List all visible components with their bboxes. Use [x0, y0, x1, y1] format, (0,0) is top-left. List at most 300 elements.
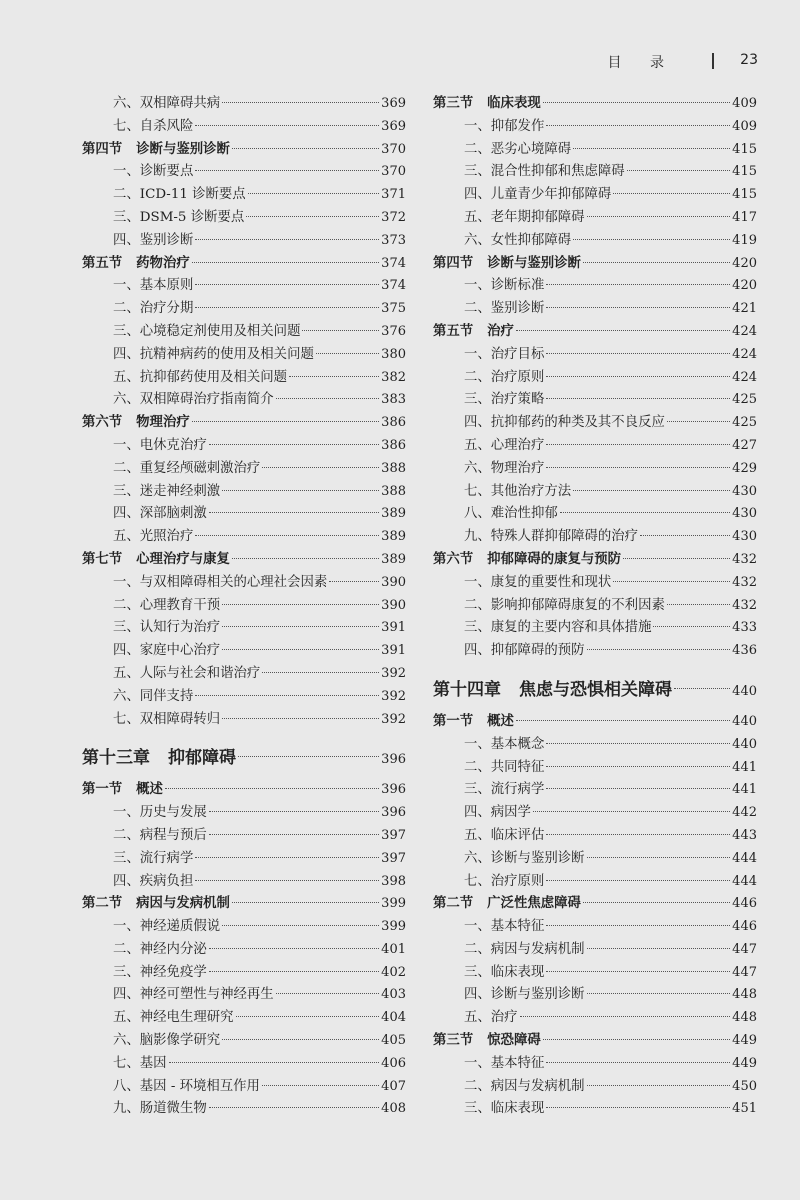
page-number: 23	[740, 52, 758, 68]
dot-leader	[209, 948, 379, 949]
entry-title: 五、临床评估	[464, 827, 545, 843]
dot-leader	[316, 353, 379, 354]
page-ref: 389	[381, 529, 406, 545]
page-ref: 440	[732, 683, 757, 699]
page-ref: 429	[732, 460, 757, 476]
page-ref: 396	[381, 782, 406, 798]
dot-leader	[546, 1107, 730, 1108]
section-title: 概述	[487, 713, 514, 729]
toc-item-entry[interactable]	[82, 595, 406, 618]
toc-item-entry[interactable]	[433, 871, 757, 894]
toc-item-entry[interactable]	[433, 503, 757, 526]
section-number: 第一节	[82, 782, 123, 798]
page-ref: 433	[732, 620, 757, 636]
page-ref: 421	[732, 301, 757, 317]
dot-leader	[195, 857, 379, 858]
toc-section-entry[interactable]	[433, 321, 757, 344]
dot-leader	[546, 925, 730, 926]
toc-item-entry[interactable]	[82, 686, 406, 709]
entry-title: 二、共同特征	[464, 759, 545, 775]
dot-leader	[289, 376, 379, 377]
page-ref: 409	[732, 118, 757, 134]
page-ref: 444	[732, 873, 757, 889]
page-ref: 451	[732, 1101, 757, 1117]
section-title: 抑郁障碍的康复与预防	[487, 551, 622, 567]
section-title: 治疗	[487, 323, 514, 339]
entry-title: 二、恶劣心境障碍	[464, 141, 572, 157]
entry-title: 四、鉴别诊断	[113, 232, 194, 248]
page-ref: 444	[732, 850, 757, 866]
toc-item-entry[interactable]	[82, 572, 406, 595]
entry-title	[433, 549, 621, 572]
entry-title	[433, 711, 514, 734]
toc-item-entry[interactable]	[82, 848, 406, 871]
dot-leader	[587, 216, 731, 217]
toc-item-entry[interactable]	[82, 435, 406, 458]
entry-title	[433, 321, 514, 344]
toc-item-entry[interactable]	[82, 275, 406, 298]
page-ref: 372	[381, 209, 406, 225]
page-ref: 392	[381, 688, 406, 704]
page-ref: 386	[381, 415, 406, 431]
toc-item-entry[interactable]	[433, 1098, 757, 1121]
section-title: 药物治疗	[136, 255, 190, 271]
toc-right-column	[433, 93, 757, 1121]
entry-title: 九、特殊人群抑郁障碍的治疗	[464, 529, 639, 545]
dot-leader	[583, 902, 730, 903]
chapter-number: 第十三章	[82, 748, 150, 769]
entry-title: 一、诊断标准	[464, 278, 545, 294]
chapter-title: 抑郁障碍	[168, 748, 236, 769]
dot-leader	[209, 834, 379, 835]
dot-leader	[546, 834, 730, 835]
dot-leader	[195, 880, 379, 881]
toc-section-entry[interactable]	[433, 1030, 757, 1053]
toc-item-entry[interactable]	[433, 139, 757, 162]
dot-leader	[543, 1039, 730, 1040]
toc-item-entry[interactable]	[433, 526, 757, 549]
entry-title: 三、心境稳定剂使用及相关问题	[113, 323, 301, 339]
entry-title: 三、治疗策略	[464, 392, 545, 408]
page-ref: 415	[732, 164, 757, 180]
entry-title: 七、双相障碍转归	[113, 711, 221, 727]
toc-item-entry[interactable]	[433, 640, 757, 663]
page-ref: 374	[381, 278, 406, 294]
toc-section-entry[interactable]	[82, 253, 406, 276]
toc-item-entry[interactable]	[433, 184, 757, 207]
entry-title: 六、双相障碍共病	[113, 96, 221, 111]
page-ref: 446	[732, 919, 757, 935]
entry-title: 一、治疗目标	[464, 346, 545, 362]
page-ref: 432	[732, 551, 757, 567]
section-number: 第五节	[82, 255, 123, 271]
section-number: 第四节	[82, 141, 123, 157]
toc-item-entry[interactable]	[82, 116, 406, 139]
toc-item-entry[interactable]	[433, 344, 757, 367]
page-ref: 407	[381, 1078, 406, 1094]
dot-leader	[667, 604, 730, 605]
section-number: 第二节	[433, 896, 474, 912]
entry-title: 三、流行病学	[464, 782, 545, 798]
dot-leader	[640, 535, 730, 536]
toc-item-entry[interactable]	[433, 1076, 757, 1099]
toc-item-entry[interactable]	[82, 389, 406, 412]
toc-item-entry[interactable]	[433, 161, 757, 184]
dot-leader	[195, 535, 379, 536]
entry-title: 四、病因学	[464, 805, 531, 821]
entry-title: 一、康复的重要性和现状	[464, 574, 612, 590]
page-ref: 399	[381, 896, 406, 912]
toc-chapter-entry[interactable]	[433, 673, 757, 707]
dot-leader	[520, 1016, 731, 1017]
dot-leader	[546, 788, 730, 789]
page-ref: 419	[732, 232, 757, 248]
toc-section-entry[interactable]	[82, 412, 406, 435]
toc-item-entry[interactable]	[433, 848, 757, 871]
page-ref: 450	[732, 1078, 757, 1094]
dot-leader	[209, 512, 379, 513]
toc-item-entry[interactable]	[433, 779, 757, 802]
toc-item-entry[interactable]	[82, 184, 406, 207]
page-ref: 447	[732, 941, 757, 957]
toc-item-entry[interactable]	[433, 916, 757, 939]
entry-title	[82, 253, 190, 276]
page-ref: 448	[732, 987, 757, 1003]
entry-title	[82, 779, 163, 802]
dot-leader	[222, 649, 379, 650]
dot-leader	[169, 1062, 380, 1063]
dot-leader	[516, 330, 730, 331]
entry-title: 四、抗抑郁药的种类及其不良反应	[464, 415, 665, 431]
dot-leader	[546, 353, 730, 354]
entry-title: 四、抑郁障碍的预防	[464, 643, 585, 659]
dot-leader	[516, 720, 730, 721]
toc-item-entry[interactable]	[82, 617, 406, 640]
section-title: 诊断与鉴别诊断	[136, 141, 230, 157]
page-ref: 391	[381, 620, 406, 636]
toc-left-column	[82, 93, 406, 1121]
toc-item-entry[interactable]	[82, 1053, 406, 1076]
entry-title: 一、与双相障碍相关的心理社会因素	[113, 574, 328, 590]
page-ref: 441	[732, 782, 757, 798]
entry-title: 二、治疗原则	[464, 369, 545, 385]
page-ref: 425	[732, 415, 757, 431]
entry-title: 三、混合性抑郁和焦虑障碍	[464, 164, 625, 180]
page-ref: 449	[732, 1033, 757, 1049]
entry-title: 四、诊断与鉴别诊断	[464, 987, 585, 1003]
page-ref: 427	[732, 437, 757, 453]
entry-title: 四、深部脑刺激	[113, 506, 207, 522]
section-title: 物理治疗	[136, 415, 190, 431]
dot-leader	[587, 948, 731, 949]
toc-item-entry[interactable]	[82, 93, 406, 116]
entry-title: 一、基本概念	[464, 736, 545, 752]
dot-leader	[165, 788, 379, 789]
toc-section-entry[interactable]	[82, 893, 406, 916]
section-number: 第六节	[82, 415, 123, 431]
section-title: 惊恐障碍	[487, 1033, 541, 1049]
entry-title: 五、人际与社会和谐治疗	[113, 665, 261, 681]
dot-leader	[195, 170, 379, 171]
toc-item-entry[interactable]	[82, 962, 406, 985]
toc-item-entry[interactable]	[82, 1030, 406, 1053]
toc-item-entry[interactable]	[82, 802, 406, 825]
dot-leader	[222, 626, 379, 627]
dot-leader	[546, 307, 730, 308]
entry-title: 二、治疗分期	[113, 301, 194, 317]
page-ref: 442	[732, 805, 757, 821]
entry-title: 五、抗抑郁药使用及相关问题	[113, 369, 288, 385]
page-ref: 373	[381, 232, 406, 248]
toc-item-entry[interactable]	[82, 161, 406, 184]
toc-item-entry[interactable]	[433, 734, 757, 757]
page-ref: 376	[381, 323, 406, 339]
entry-title: 一、电休克治疗	[113, 437, 207, 453]
section-title: 心理治疗与康复	[136, 551, 230, 567]
dot-leader	[543, 102, 730, 103]
entry-title	[433, 253, 581, 276]
toc-item-entry[interactable]	[433, 984, 757, 1007]
dot-leader	[195, 307, 379, 308]
toc-item-entry[interactable]	[82, 344, 406, 367]
dot-leader	[209, 1107, 379, 1108]
page-ref: 446	[732, 896, 757, 912]
toc-item-entry[interactable]	[433, 298, 757, 321]
entry-title: 二、神经内分泌	[113, 941, 207, 957]
page-ref: 449	[732, 1055, 757, 1071]
entry-title: 二、病程与预后	[113, 827, 207, 843]
section-title: 广泛性焦虑障碍	[487, 896, 581, 912]
toc-item-entry[interactable]	[82, 1098, 406, 1121]
dot-leader	[546, 444, 730, 445]
page-ref: 383	[381, 392, 406, 408]
entry-title: 七、治疗原则	[464, 873, 545, 889]
page-ref: 415	[732, 187, 757, 203]
toc-item-entry[interactable]	[433, 939, 757, 962]
section-title: 病因与发病机制	[136, 896, 230, 912]
entry-title	[82, 139, 230, 162]
dot-leader	[195, 239, 379, 240]
page-ref: 370	[381, 164, 406, 180]
toc-section-entry[interactable]	[433, 93, 757, 116]
dot-leader	[262, 1085, 379, 1086]
dot-leader	[209, 444, 379, 445]
dot-leader	[262, 672, 379, 673]
toc-item-entry[interactable]	[433, 802, 757, 825]
dot-leader	[222, 1039, 379, 1040]
toc-item-entry[interactable]	[433, 595, 757, 618]
toc-item-entry[interactable]	[82, 709, 406, 732]
entry-title: 二、影响抑郁障碍康复的不利因素	[464, 597, 665, 613]
toc-item-entry[interactable]	[433, 116, 757, 139]
dot-leader	[222, 925, 379, 926]
toc-item-entry[interactable]	[433, 207, 757, 230]
dot-leader	[546, 125, 730, 126]
page-ref: 424	[732, 323, 757, 339]
toc-item-entry[interactable]	[433, 1007, 757, 1030]
dot-leader	[302, 330, 379, 331]
page-ref: 369	[381, 118, 406, 134]
toc-section-entry[interactable]	[433, 253, 757, 276]
chapter-number: 第十四章	[433, 679, 501, 700]
entry-title: 四、疾病负担	[113, 873, 194, 889]
entry-title: 七、自杀风险	[113, 118, 194, 134]
entry-title: 六、物理治疗	[464, 460, 545, 476]
dot-leader	[546, 284, 730, 285]
toc-section-entry[interactable]	[82, 779, 406, 802]
page-ref: 392	[381, 665, 406, 681]
page-ref: 430	[732, 529, 757, 545]
toc-item-entry[interactable]	[82, 321, 406, 344]
header-divider	[712, 53, 714, 69]
page-ref: 424	[732, 346, 757, 362]
entry-title: 一、基本特征	[464, 1055, 545, 1071]
dot-leader	[653, 626, 730, 627]
dot-leader	[329, 581, 379, 582]
dot-leader	[587, 1085, 731, 1086]
entry-title: 五、光照治疗	[113, 529, 194, 545]
entry-title: 一、历史与发展	[113, 805, 207, 821]
entry-title: 二、重复经颅磁刺激治疗	[113, 460, 261, 476]
toc-item-entry[interactable]	[433, 435, 757, 458]
section-number: 第四节	[433, 255, 474, 271]
section-number: 第五节	[433, 323, 474, 339]
entry-title: 三、康复的主要内容和具体措施	[464, 620, 652, 636]
entry-title: 八、基因 - 环境相互作用	[113, 1078, 260, 1094]
dot-leader	[613, 193, 730, 194]
page-ref: 432	[732, 574, 757, 590]
toc-section-entry[interactable]	[433, 711, 757, 734]
toc-item-entry[interactable]	[82, 458, 406, 481]
page-ref: 388	[381, 483, 406, 499]
entry-title	[82, 741, 236, 775]
toc-item-entry[interactable]	[433, 962, 757, 985]
page-header	[0, 52, 758, 72]
toc-item-entry[interactable]	[82, 984, 406, 1007]
entry-title: 七、基因	[113, 1055, 167, 1071]
toc-item-entry[interactable]	[82, 207, 406, 230]
toc-item-entry[interactable]	[433, 1053, 757, 1076]
dot-leader	[232, 902, 379, 903]
page-ref: 399	[381, 919, 406, 935]
toc-section-entry[interactable]	[433, 893, 757, 916]
dot-leader	[236, 1016, 380, 1017]
toc-item-entry[interactable]	[82, 871, 406, 894]
dot-leader	[546, 880, 730, 881]
dot-leader	[546, 398, 730, 399]
section-number: 第二节	[82, 896, 123, 912]
toc-item-entry[interactable]	[433, 757, 757, 780]
chapter-title: 焦虑与恐惧相关障碍	[519, 679, 672, 700]
toc-chapter-entry[interactable]	[82, 741, 406, 775]
dot-leader	[262, 467, 379, 468]
dot-leader	[195, 695, 379, 696]
page-ref: 440	[732, 713, 757, 729]
entry-title: 四、儿童青少年抑郁障碍	[464, 187, 612, 203]
dot-leader	[587, 993, 731, 994]
toc-item-entry[interactable]	[82, 640, 406, 663]
entry-title	[433, 93, 541, 116]
toc-section-entry[interactable]	[433, 549, 757, 572]
toc-item-entry[interactable]	[82, 367, 406, 390]
toc-item-entry[interactable]	[82, 481, 406, 504]
page-ref: 415	[732, 141, 757, 157]
dot-leader	[232, 558, 379, 559]
dot-leader	[573, 490, 730, 491]
dot-leader	[674, 688, 730, 689]
page-ref: 390	[381, 597, 406, 613]
toc-item-entry[interactable]	[433, 572, 757, 595]
toc-item-entry[interactable]	[82, 916, 406, 939]
toc-item-entry[interactable]	[433, 825, 757, 848]
toc-item-entry[interactable]	[433, 617, 757, 640]
toc-item-entry[interactable]	[82, 298, 406, 321]
dot-leader	[192, 421, 379, 422]
entry-title: 一、基本原则	[113, 278, 194, 294]
page-ref: 432	[732, 597, 757, 613]
toc-item-entry[interactable]	[433, 367, 757, 390]
entry-title: 六、诊断与鉴别诊断	[464, 850, 585, 866]
entry-title: 五、治疗	[464, 1010, 518, 1026]
toc-item-entry[interactable]	[82, 1007, 406, 1030]
toc-item-entry[interactable]	[82, 230, 406, 253]
dot-leader	[546, 376, 730, 377]
entry-title: 一、神经递质假说	[113, 919, 221, 935]
entry-title: 三、认知行为治疗	[113, 620, 221, 636]
entry-title	[433, 893, 581, 916]
page-ref: 388	[381, 460, 406, 476]
page-ref: 436	[732, 643, 757, 659]
toc-item-entry[interactable]	[433, 458, 757, 481]
entry-title	[433, 673, 672, 707]
entry-title: 九、肠道微生物	[113, 1101, 207, 1117]
page-ref: 420	[732, 255, 757, 271]
section-number: 第三节	[433, 1033, 474, 1049]
toc-item-entry[interactable]	[82, 825, 406, 848]
toc-item-entry[interactable]	[82, 939, 406, 962]
page-ref: 443	[732, 827, 757, 843]
entry-title: 三、迷走神经刺激	[113, 483, 221, 499]
page-ref: 447	[732, 964, 757, 980]
toc-section-entry[interactable]	[82, 139, 406, 162]
page-ref: 406	[381, 1055, 406, 1071]
entry-title: 六、同伴支持	[113, 688, 194, 704]
page-ref: 375	[381, 301, 406, 317]
dot-leader	[209, 971, 379, 972]
toc-item-entry[interactable]	[433, 230, 757, 253]
page-ref: 396	[381, 752, 406, 768]
toc-item-entry[interactable]	[82, 663, 406, 686]
entry-title: 六、双相障碍治疗指南简介	[113, 392, 274, 408]
dot-leader	[560, 512, 730, 513]
dot-leader	[222, 718, 379, 719]
toc-item-entry[interactable]	[433, 389, 757, 412]
entry-title: 四、抗精神病药的使用及相关问题	[113, 346, 314, 362]
page-ref: 382	[381, 369, 406, 385]
toc-item-entry[interactable]	[433, 481, 757, 504]
page-ref: 424	[732, 369, 757, 385]
toc-item-entry[interactable]	[82, 503, 406, 526]
page-ref: 397	[381, 827, 406, 843]
entry-title: 三、临床表现	[464, 964, 545, 980]
toc-item-entry[interactable]	[82, 1076, 406, 1099]
toc-item-entry[interactable]	[82, 526, 406, 549]
section-number: 第三节	[433, 96, 474, 111]
toc-item-entry[interactable]	[433, 412, 757, 435]
entry-title: 五、心理治疗	[464, 437, 545, 453]
toc-item-entry[interactable]	[433, 275, 757, 298]
toc-section-entry[interactable]	[82, 549, 406, 572]
